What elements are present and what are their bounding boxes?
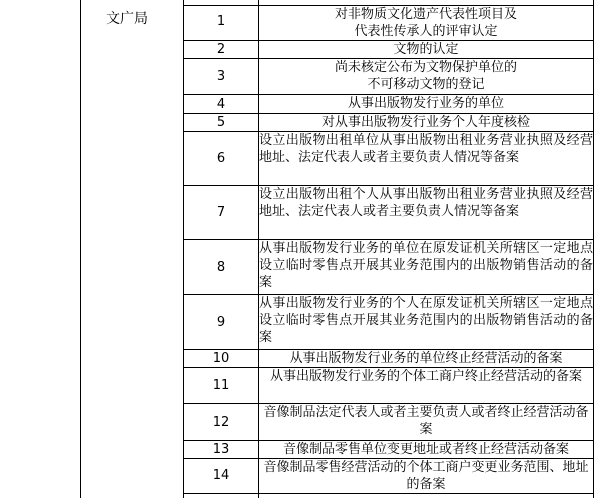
row-number: 8: [216, 260, 226, 275]
row-divider: [183, 493, 594, 494]
row-item-text: 文物的认定: [393, 42, 459, 57]
row-item-text: 对从事出版物发行业务个人年度核检: [321, 115, 530, 130]
row-item-text: 设立出版物出租单位从事出版物出租业务营业执照及经营地址、法定代表人或者主要负责人情况等备案: [259, 133, 593, 165]
row-item-text-line: 尚未核定公布为文物保护单位的 不可移动文物的登记: [334, 60, 517, 92]
row-number: 4: [216, 97, 226, 112]
row-number: 5: [216, 115, 226, 130]
row-item-text: 从事出版物发行业务的个体工商户终止经营活动的备案: [269, 369, 582, 384]
row-item-text: 音像制品零售单位变更地址或者终止经营活动备案: [282, 442, 569, 457]
row-item-text: 从事出版物发行业务的单位: [347, 96, 504, 111]
row-item-text: [259, 59, 593, 93]
department-label: 文广局: [106, 11, 148, 27]
row-item-text: 从事出版物发行业务的个人在原发证机关所辖区一定地点设立临时零售点开展其业务范围内的出版物销售活动的备案: [259, 296, 593, 345]
row-number: 7: [216, 205, 226, 220]
row-item-text: 设立出版物出租个人从事出版物出租业务营业执照及经营地址、法定代表人或者主要负责人情况等备案: [259, 187, 593, 219]
row-number: 12: [212, 415, 230, 430]
row-item-text: 从事出版物发行业务的单位在原发证机关所辖区一定地点设立临时零售点开展其业务范围内的出版物销售活动的备案: [259, 241, 593, 290]
row-number: 1: [216, 14, 226, 29]
row-number: 13: [212, 442, 230, 457]
grid-line: [593, 0, 594, 498]
department-cell: [80, 0, 183, 498]
row-item-text: 从事出版物发行业务的单位终止经营活动的备案: [289, 351, 563, 366]
row-number: 14: [212, 468, 230, 483]
row-number: 2: [216, 42, 226, 57]
row-item-text-line: 对非物质文化遗产代表性项目及 代表性传承人的评审认定: [334, 7, 517, 39]
row-number: 6: [216, 151, 226, 166]
row-item-text: 音像制品零售经营活动的个体工商户变更业务范围、地址的备案: [263, 460, 589, 492]
row-number: 10: [212, 351, 230, 366]
row-number: 3: [216, 69, 226, 84]
row-number: 9: [216, 315, 226, 330]
row-number: 11: [212, 378, 230, 393]
row-item-text: [259, 6, 593, 40]
row-item-text: 音像制品法定代表人或者主要负责人或者终止经营活动备案: [263, 405, 589, 437]
